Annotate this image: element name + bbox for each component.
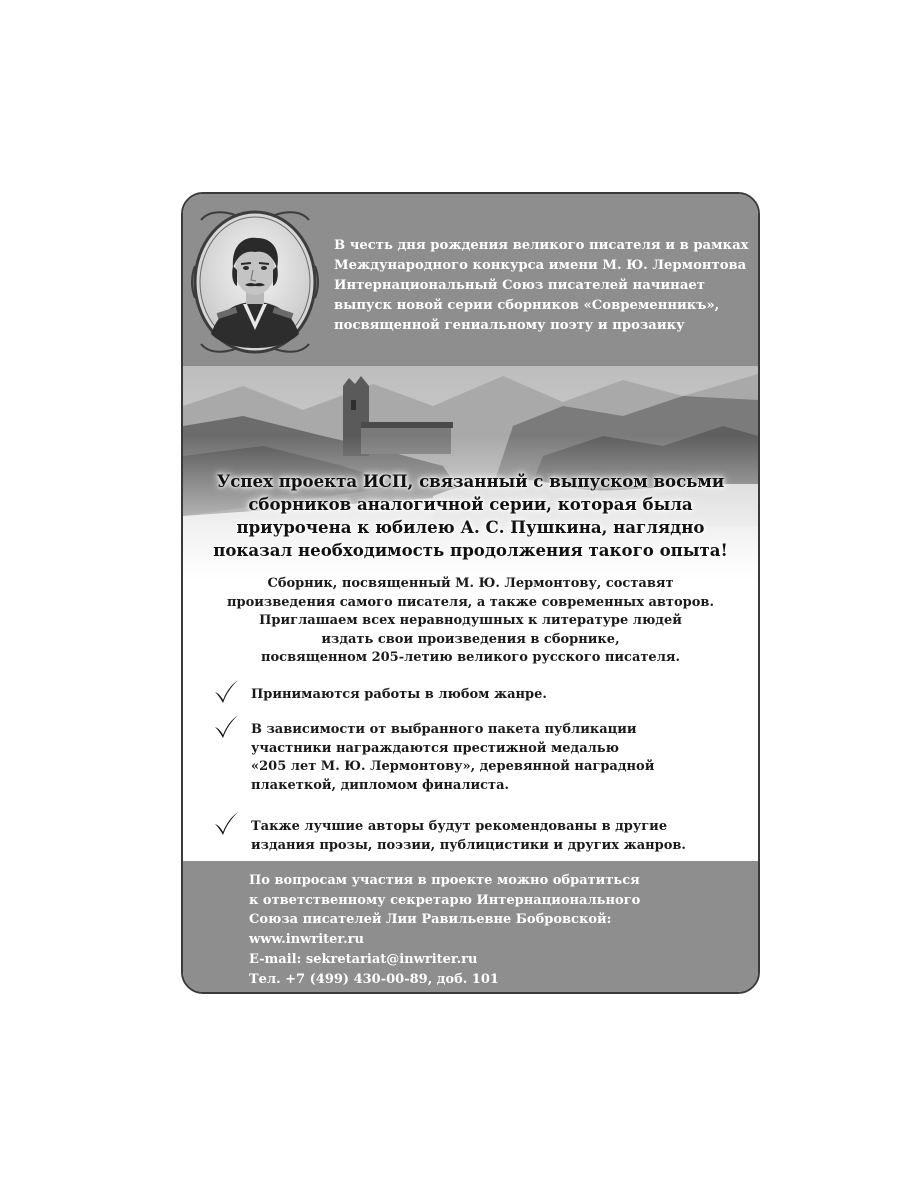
intro-line: В честь дня рождения великого писателя и в рамках [334,238,749,253]
intro-line: Международного конкурса имени М. Ю. Лермонтова [334,258,747,273]
description-text [183,575,758,668]
headline-line: показал необходимость продолжения такого опыта! [213,540,728,560]
contact-line: Союза писателей Лии Равильевне Бобровской: [249,912,612,928]
bullet-line: издания прозы, поэзии, публицистики и других жанров. [251,837,686,853]
website-link[interactable]: www.inwriter.ru [249,932,364,948]
description-line: Сборник, посвященный М. Ю. Лермонтову, составят [267,576,674,591]
bullet-line: участники награждаются престижной медалью [251,740,619,756]
bullet-line: Также лучшие авторы будут рекомендованы в другие [251,819,668,834]
checkmark-icon [213,810,239,836]
checkmark-icon [213,713,239,739]
headline-line: Успех проекта ИСП, связанный с выпуском восьми [216,471,725,491]
intro-line: Интернациональный Союз писателей начинает [334,278,705,293]
contact-text [249,871,640,989]
bullet-line: В зависимости от выбранного пакета публикации [251,722,637,737]
checkmark-icon [213,678,239,704]
headline-line: сборников аналогичной серии, которая была [248,494,693,514]
email-link[interactable]: E-mail: sekretariat@inwriter.ru [249,951,478,967]
description-line: посвященном 205-летию великого русского писателя. [260,650,681,666]
flyer-card [181,192,760,994]
description-line: издать свои произведения в сборнике, [321,631,620,647]
bullet-line: «205 лет М. Ю. Лермонтову», деревянной наградной [251,759,655,775]
contact-line: По вопросам участия в проекте можно обратиться [249,873,640,888]
intro-line: посвященной гениальному поэту и прозаику [334,318,685,333]
contact-line: к ответственному секретарю Интернационального [249,892,641,908]
description-line: Приглашаем всех неравнодушных к литературе людей [259,613,682,629]
contact-panel [183,861,758,992]
header-panel [183,194,758,366]
bullet-line: плакеткой, дипломом финалиста. [251,777,510,793]
phone-number: Тел. +7 (499) 430-00-89, доб. 101 [249,971,499,987]
bullet-line: Принимаются работы в любом жанре. [251,687,547,702]
lermontov-portrait-image [191,206,319,358]
headline-line: приурочена к юбилею А. С. Пушкина, наглядно [236,517,705,537]
intro-text [334,236,754,336]
headline-text [183,470,758,562]
intro-line: выпуск новой серии сборников «Современникъ», [334,298,720,313]
description-line: произведения самого писателя, а также современных авторов. [227,594,714,610]
